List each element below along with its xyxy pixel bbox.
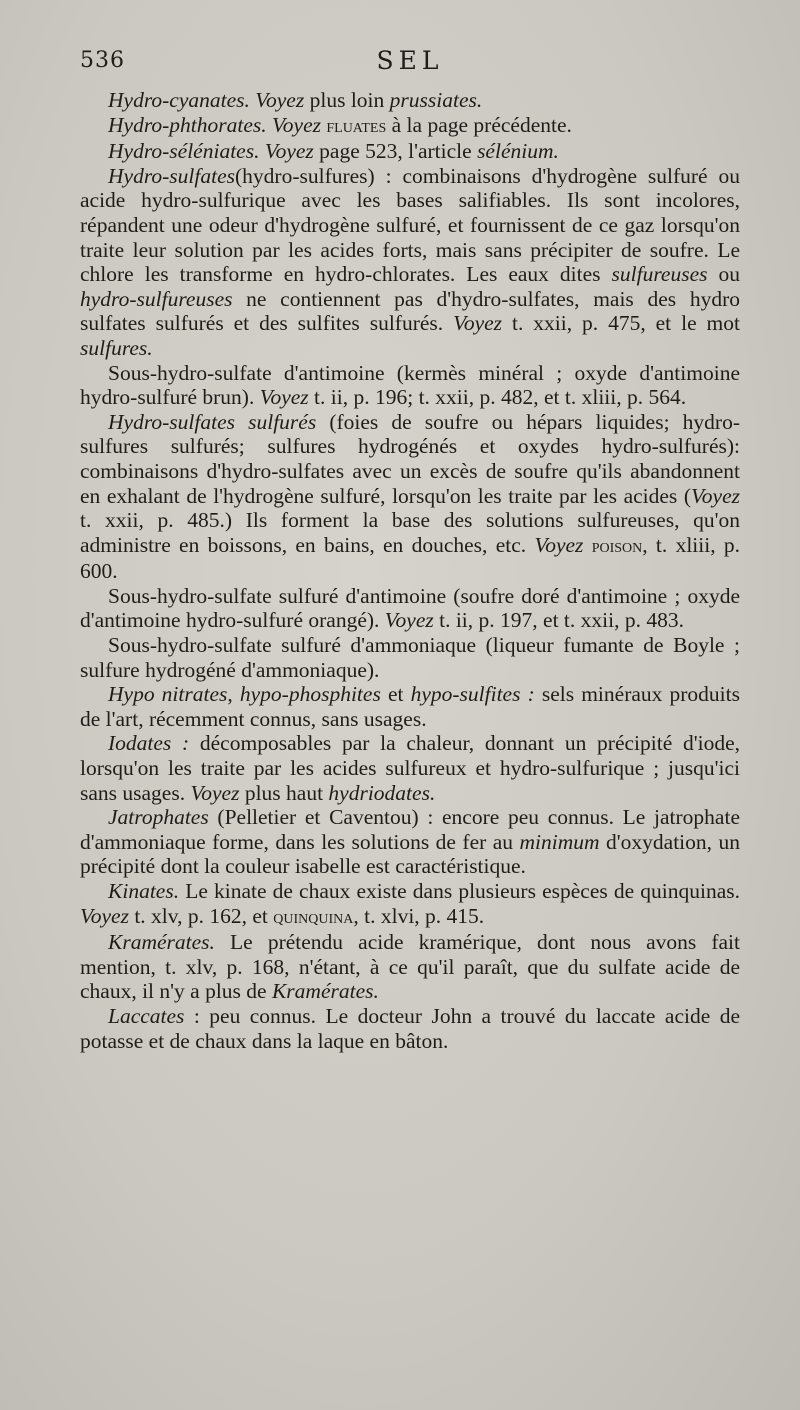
italic-term: minimum xyxy=(519,829,600,854)
text-run: plus loin xyxy=(304,88,390,112)
italic-term: Kramérates. xyxy=(271,979,379,1004)
italic-term: hypo-sulfites : xyxy=(410,682,535,707)
text-run: à la page précédente. xyxy=(386,112,572,137)
paragraph xyxy=(80,633,740,682)
text-run: , t. xliii, p. 600. xyxy=(80,532,741,584)
paragraph xyxy=(80,361,740,410)
text-run: ne contiennent pas d'hydro-sulfates, mais des hydro sulfates sulfurés et des sulfites sulfurés. xyxy=(80,286,740,336)
italic-term: Hydro-sulfates sulfurés xyxy=(108,409,317,434)
paragraph xyxy=(80,410,740,584)
italic-term: hydro-sulfureuses xyxy=(80,286,233,311)
italic-term: Hydro-phthorates. Voyez xyxy=(108,112,321,137)
paragraph xyxy=(80,682,740,731)
text-run: Sous-hydro-sulfate sulfuré d'antimoine (soufre doré d'antimoine ; oxyde d'antimoine hydro-sulfuré orangé). xyxy=(80,583,740,633)
small-caps-ref: quinquina xyxy=(273,906,354,928)
paragraph xyxy=(80,731,740,805)
text-run: plus haut xyxy=(239,780,329,805)
paragraph xyxy=(80,1004,740,1053)
text-run: Le prétendu acide kramérique, dont nous avons fait mention, t. xlv, p. 168, n'étant, à ce qu'il paraît, que du sulfate acide de chaux, il n'y a plus de xyxy=(80,930,740,1004)
running-head: SEL xyxy=(376,46,444,75)
paragraph xyxy=(80,930,740,1004)
text-run: sels minéraux produits de l'art, récemment connus, sans usages. xyxy=(80,682,740,731)
text-run: t. ii, p. 196; t. xxii, p. 482, et t. xliii, p. 564. xyxy=(308,385,687,410)
text-run: Le kinate de chaux existe dans plusieurs espèces de quinquinas. xyxy=(179,879,740,903)
italic-term: hypo-phosphites xyxy=(239,682,381,707)
text-run: t. xxii, p. 485.) Ils forment la base des solutions sulfureuses, qu'on administre en boissons, en bains, en douches, etc. xyxy=(80,508,740,557)
small-caps-ref: poison xyxy=(591,535,643,557)
italic-term: prussiates. xyxy=(389,88,483,112)
italic-term: Hydro-sulfates xyxy=(108,163,235,188)
italic-term: Laccates xyxy=(108,1003,185,1028)
text-run: (hydro-sulfures) : combinaisons d'hydrogène sulfuré ou acide hydro-sulfurique avec les bases salifiables. Ils sont incolores, répandent une odeur d'hydrogène sulfuré, et fournissent de ce gaz lorsqu'on traite leur solution par les acides forts, mais sans précipiter de soufre. Le chlore les transforme en hydro-chlorates. Les eaux dites xyxy=(80,163,740,287)
text-run: Sous-hydro-sulfate d'antimoine (kermès minéral ; oxyde d'antimoine hydro-sulfuré brun). xyxy=(80,360,740,410)
text-run: t. xxii, p. 475, et le mot xyxy=(502,311,740,336)
page-header xyxy=(80,48,740,88)
italic-term: Voyez xyxy=(384,608,434,633)
italic-term: sulfures. xyxy=(80,335,153,360)
paragraph xyxy=(80,164,740,361)
italic-term: Voyez xyxy=(259,385,309,410)
page-number: 536 xyxy=(80,48,125,73)
paragraph xyxy=(80,113,740,140)
paragraph xyxy=(80,584,740,633)
text-run: ou xyxy=(707,262,740,287)
italic-term: Voyez xyxy=(453,311,503,336)
paragraph xyxy=(80,805,740,879)
text-run: décomposables par la chaleur, donnant un précipité d'iode, lorsqu'on les traite par les acides sulfureux et hydro-sulfurique ; jusqu'ici sans usages. xyxy=(80,731,740,805)
text-run: d'oxydation, un précipité dont la couleur isabelle est caractéristique. xyxy=(80,829,740,879)
italic-term: Iodates : xyxy=(108,731,190,756)
paragraph xyxy=(80,139,740,164)
text-run: et xyxy=(380,682,411,707)
text-run: , xyxy=(227,682,240,707)
italic-term: sulfureuses xyxy=(611,262,708,287)
body-text xyxy=(80,88,740,1053)
text-run: t. ii, p. 197, et t. xxii, p. 483. xyxy=(433,608,684,633)
italic-term: Voyez xyxy=(691,483,740,508)
italic-term: Voyez xyxy=(190,780,240,805)
small-caps-ref: fluates xyxy=(326,115,387,137)
italic-term: Hydro-cyanates. Voyez xyxy=(108,88,305,112)
italic-term: sélénium. xyxy=(477,139,559,164)
italic-term: Jatrophates xyxy=(108,805,209,830)
text-run: page 523, l'article xyxy=(313,139,478,164)
italic-term: hydriodates. xyxy=(328,780,436,805)
text-run: (Pelletier et Caventou) : encore peu connus. Le jatrophate d'ammoniaque forme, dans les solutions de fer au xyxy=(80,805,740,854)
italic-term: Voyez xyxy=(80,903,129,928)
italic-term: Hypo nitrates xyxy=(108,682,228,707)
paragraph xyxy=(80,88,740,113)
italic-term: Voyez xyxy=(534,532,584,557)
text-run: , t. xlvi, p. 415. xyxy=(353,903,485,928)
italic-term: Hydro-séléniates. Voyez xyxy=(108,139,314,164)
text-run: : peu connus. Le docteur John a trouvé du laccate acide de potasse et de chaux dans la laque en bâton. xyxy=(80,1003,740,1053)
text-run: (foies de soufre ou hépars liquides; hydro-sulfures sulfurés; sulfures hydrogénés et oxydes hydro-sulfurés): combinaisons d'hydro-sulfates avec un excès de soufre qu'ils abandonnent en exhalant de l'hydrogène sulfuré, lorsqu'on les traite par les acides ( xyxy=(80,409,740,508)
text-run: Sous-hydro-sulfate sulfuré d'ammoniaque (liqueur fumante de Boyle ; sulfure hydrogéné d'ammoniaque). xyxy=(80,633,740,682)
paragraph xyxy=(80,879,740,930)
text-run: t. xlv, p. 162, et xyxy=(128,903,274,928)
text-run xyxy=(583,533,591,557)
italic-term: Kramérates. xyxy=(108,930,215,955)
italic-term: Kinates. xyxy=(108,879,180,903)
